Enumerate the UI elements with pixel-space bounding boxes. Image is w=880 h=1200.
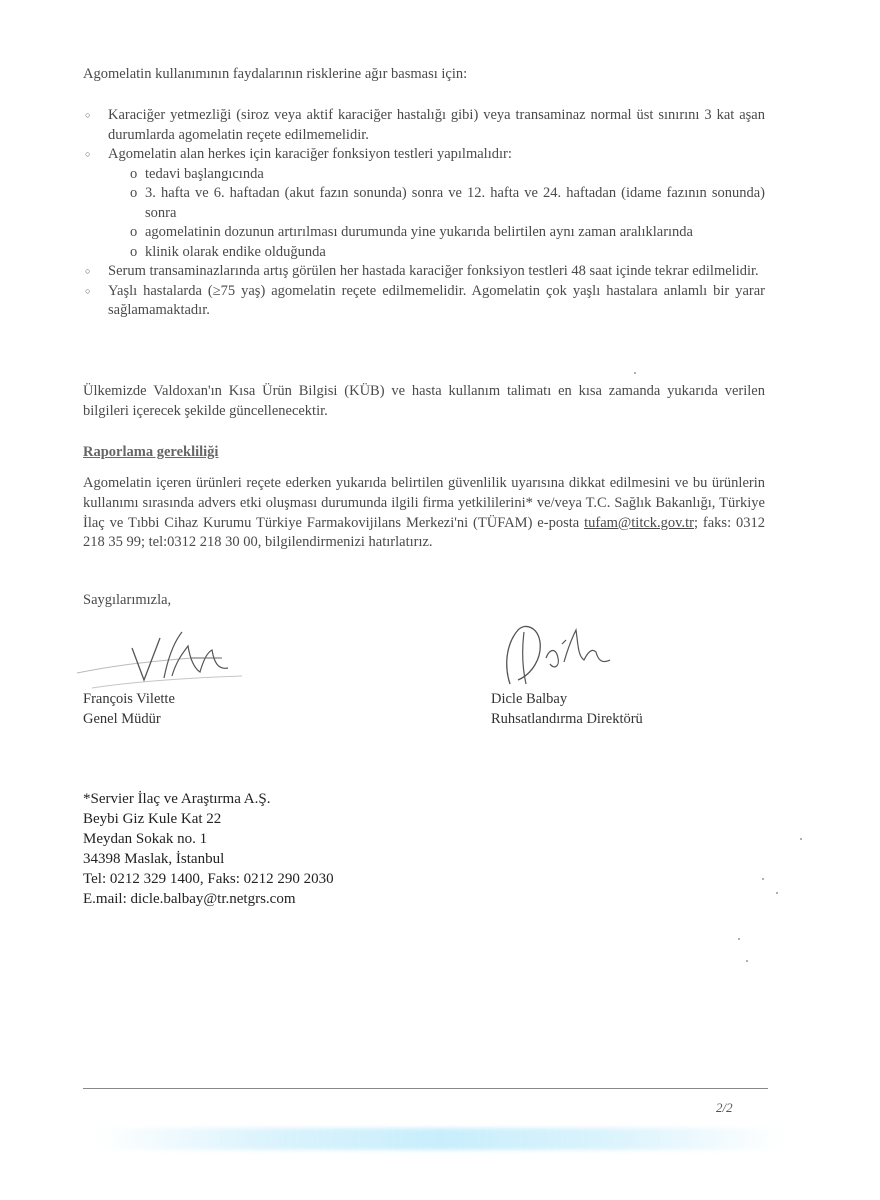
footer-divider	[83, 1088, 768, 1089]
signer-block-licensing-director	[491, 690, 643, 729]
signer-title: Ruhsatlandırma Direktörü	[491, 710, 643, 727]
scan-speck	[746, 960, 748, 962]
signer-title: Genel Müdür	[83, 710, 161, 727]
update-notice: Ülkemizde Valdoxan'ın Kısa Ürün Bilgisi (KÜB) ve hasta kullanım talimatı en kısa zamanda yukarıda verilen bilgileri içerecek şekilde güncellenecektir.	[83, 383, 765, 419]
sub-list-item: o 3. hafta ve 6. haftadan (akut fazın sonunda) sonra ve 12. hafta ve 24. haftadan (idame fazının sonunda) sonra	[130, 184, 765, 223]
address-line: E.mail: dicle.balbay@tr.netgrs.com	[83, 891, 296, 907]
bullet-text: Agomelatin alan herkes için karaciğer fonksiyon testleri yapılmalıdır:	[108, 146, 512, 162]
bullet-item	[83, 282, 765, 321]
reporting-body	[83, 474, 765, 553]
scan-speck	[634, 372, 636, 374]
bullet-item	[83, 106, 765, 145]
address-line: 34398 Maslak, İstanbul	[83, 851, 225, 867]
sub-list-item: o tedavi başlangıcında	[130, 165, 765, 185]
bullet-item	[83, 145, 765, 262]
signer-block-general-manager	[83, 690, 175, 729]
bullet-text: Karaciğer yetmezliği (siroz veya aktif karaciğer hastalığı gibi) veya transaminaz normal üst sınırını 3 kat aşan durumlarda agomelatin reçete edilmemelidir.	[108, 107, 765, 143]
page-number: 2/2	[716, 1100, 733, 1115]
scan-speck	[738, 938, 740, 940]
signer-name: François Vilette	[83, 691, 175, 707]
signature-balbay	[492, 618, 622, 690]
address-line: Meydan Sokak no. 1	[83, 831, 208, 847]
liver-test-schedule-list	[108, 165, 765, 263]
tufam-email-link[interactable]: tufam@titck.gov.tr	[584, 514, 694, 531]
bullet-text: Serum transaminazlarında artış görülen her hastada karaciğer fonksiyon testleri 48 saat içinde tekrar edilmelidir.	[108, 263, 759, 279]
address-line: *Servier İlaç ve Araştırma A.Ş.	[83, 791, 271, 807]
scan-speck	[800, 838, 802, 840]
closing-salutation: Saygılarımızla,	[83, 592, 172, 608]
reporting-contact-text: ; faks: 0312 218 35 99; tel:0312 218 30 00, bilgilendirmenizi hatırlatırız.	[83, 514, 766, 551]
reporting-text: Agomelatin içeren ürünleri reçete ederken yukarıda belirtilen güvenlilik uyarısına dikkat edilmesini ve bu ürünlerin kullanımı sırasında advers etki oluşması durumunda ilgili firma yetkililerini* ve/veya T.C. Sağlık Bakanlığı, Türkiye İlaç ve Tıbbi Cihaz Kurumu Türkiye Farmakovijilans Merkezi'ni (TÜFAM) e-posta	[83, 475, 765, 531]
scan-speck	[762, 878, 764, 880]
scan-speck	[776, 892, 778, 894]
sub-list-item: o klinik olarak endike olduğunda	[130, 243, 765, 263]
signature-vilette	[72, 618, 262, 698]
reporting-heading: Raporlama gerekliliği	[83, 444, 219, 460]
address-line: Tel: 0212 329 1400, Faks: 0212 290 2030	[83, 871, 334, 887]
scan-artifact-band	[95, 1128, 785, 1150]
address-line: Beybi Giz Kule Kat 22	[83, 811, 222, 827]
bullet-item	[83, 262, 765, 282]
bullet-text: Yaşlı hastalarda (≥75 yaş) agomelatin reçete edilmemelidir. Agomelatin çok yaşlı hastalara anlamlı bir yarar sağlamamaktadır.	[108, 282, 765, 318]
sub-list-item: o agomelatinin dozunun artırılması durumunda yine yukarıda belirtilen aynı zaman aralıklarında	[130, 223, 765, 243]
warning-bullet-list	[83, 106, 765, 321]
intro-text: Agomelatin kullanımının faydalarının risklerine ağır basması için:	[83, 66, 468, 82]
signer-name: Dicle Balbay	[491, 691, 568, 707]
company-address-block	[83, 789, 334, 909]
